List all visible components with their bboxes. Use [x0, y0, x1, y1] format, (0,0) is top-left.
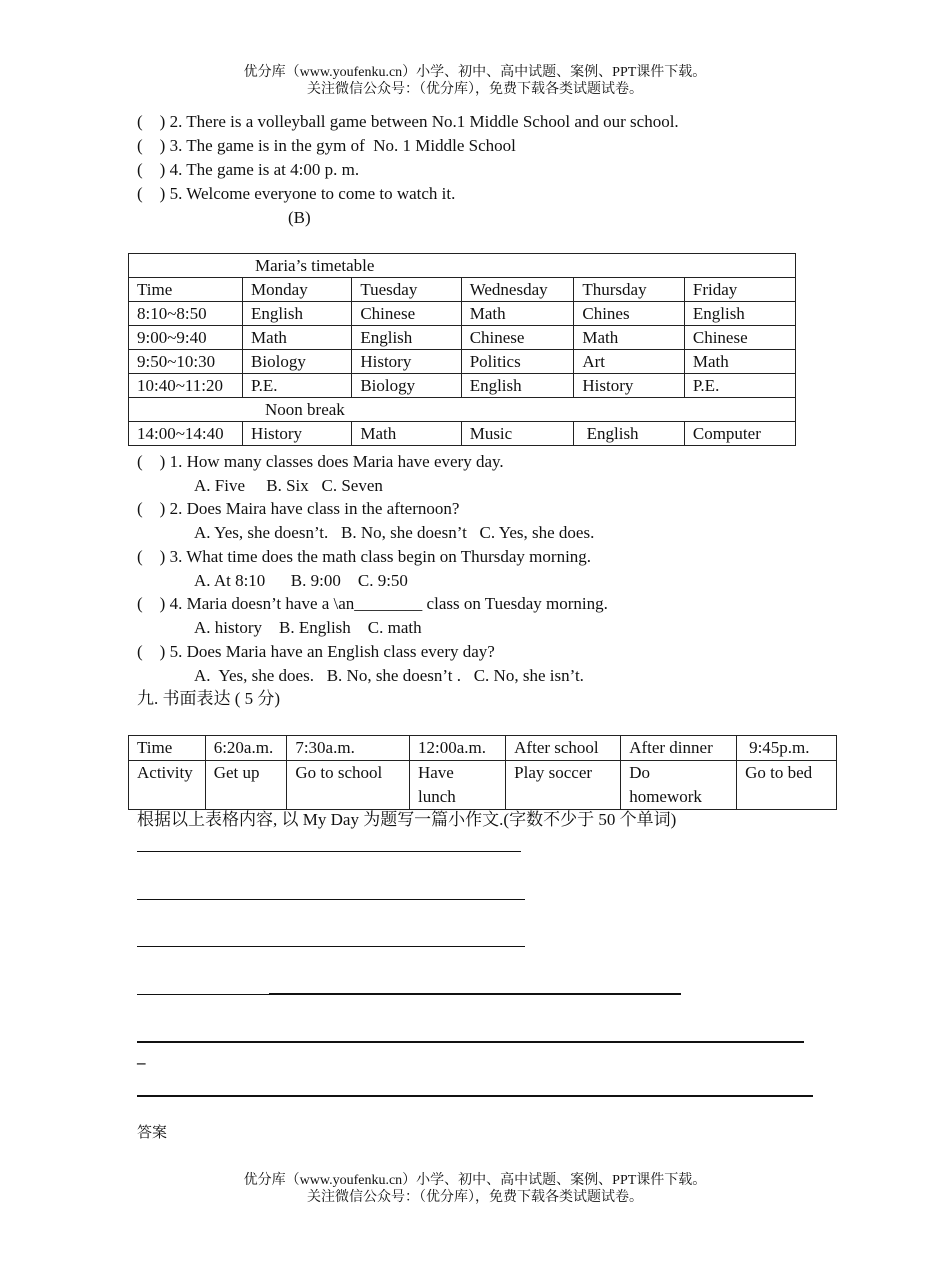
writing-line — [137, 946, 525, 947]
table-cell: Chines — [574, 302, 685, 326]
table-cell: Computer — [684, 422, 795, 446]
table-cell: 7:30a.m. — [287, 736, 410, 761]
table-cell: Activity — [129, 761, 206, 810]
table-cell: 9:00~9:40 — [129, 326, 243, 350]
table-cell: Math — [352, 422, 461, 446]
options-b2: A. Yes, she doesn’t. B. No, she doesn’t C. Yes, she does. — [194, 523, 595, 542]
options-b3: A. At 8:10 B. 9:00 C. 9:50 — [194, 571, 408, 590]
table-cell: 12:00a.m. — [409, 736, 505, 761]
table-cell: English — [243, 302, 352, 326]
table-cell: 8:10~8:50 — [129, 302, 243, 326]
header-cell: Time — [129, 278, 243, 302]
table-cell: Biology — [243, 350, 352, 374]
noon-break: Noon break — [129, 398, 796, 422]
timetable-header-row — [129, 278, 796, 302]
options-b5: A. Yes, she does. B. No, she doesn’t . C. No, she isn’t. — [194, 666, 584, 685]
table-cell: Music — [461, 422, 574, 446]
header-cell: Thursday — [574, 278, 685, 302]
table-cell: 9:45p.m. — [737, 736, 837, 761]
table-cell: Math — [461, 302, 574, 326]
question-b4: ( ) 4. Maria doesn’t have a \an________ class on Tuesday morning. — [137, 594, 608, 613]
options-b1: A. Five B. Six C. Seven — [194, 476, 383, 495]
table-row — [129, 350, 796, 374]
question-a4: ( ) 4. The game is at 4:00 p. m. — [137, 160, 360, 179]
table-cell: English — [461, 374, 574, 398]
question-b2: ( ) 2. Does Maira have class in the afternoon? — [137, 499, 460, 518]
cell-line: lunch — [417, 787, 456, 806]
header-cell: Monday — [243, 278, 352, 302]
options-b4: A. history B. English C. math — [194, 618, 422, 637]
table-cell — [621, 761, 737, 810]
table-cell: Go to school — [287, 761, 410, 810]
table-row — [129, 326, 796, 350]
writing-dash: – — [137, 1053, 146, 1072]
writing-line — [137, 899, 525, 900]
table-cell: Art — [574, 350, 685, 374]
header-line-2: 关注微信公众号：（优分库），免费下载各类试题试卷。 — [307, 82, 643, 97]
table-row — [129, 422, 796, 446]
header-cell: Friday — [684, 278, 795, 302]
table-row — [129, 374, 796, 398]
page-footer — [0, 1172, 950, 1206]
page-header — [0, 64, 950, 98]
table-cell: Biology — [352, 374, 461, 398]
timetable — [128, 253, 796, 446]
footer-line-2: 关注微信公众号：（优分库），免费下载各类试题试卷。 — [307, 1190, 643, 1205]
timetable-title-row — [129, 254, 796, 278]
table-cell: Math — [243, 326, 352, 350]
table-cell — [409, 761, 505, 810]
question-a2: ( ) 2. There is a volleyball game between No.1 Middle School and our school. — [137, 112, 679, 131]
header-cell: Tuesday — [352, 278, 461, 302]
question-a5: ( ) 5. Welcome everyone to come to watch it. — [137, 184, 456, 203]
table-cell: 10:40~11:20 — [129, 374, 243, 398]
table-cell: 9:50~10:30 — [129, 350, 243, 374]
section-b-label: (B) — [288, 208, 311, 227]
footer-line-1: 优分库（www.youfenku.cn）小学、初中、高中试题、案例、PPT课件下载。 — [243, 1173, 707, 1188]
writing-line — [269, 993, 681, 995]
table-cell: History — [352, 350, 461, 374]
table-cell: English — [574, 422, 685, 446]
table-cell: After dinner — [621, 736, 737, 761]
writing-instruction: 根据以上表格内容, 以 My Day 为题写一篇小作文.(字数不少于 50 个单词) — [137, 810, 677, 829]
answer-label: 答案 — [137, 1125, 168, 1141]
writing-line — [137, 851, 521, 852]
cell-line: homework — [629, 787, 702, 806]
table-cell: P.E. — [684, 374, 795, 398]
table-cell: 14:00~14:40 — [129, 422, 243, 446]
noon-break-row — [129, 398, 796, 422]
table-row — [129, 302, 796, 326]
table-cell: Chinese — [684, 326, 795, 350]
table-cell: Math — [574, 326, 685, 350]
table-cell: History — [574, 374, 685, 398]
table-cell: Chinese — [352, 302, 461, 326]
question-b5: ( ) 5. Does Maria have an English class every day? — [137, 642, 495, 661]
table-cell: Get up — [205, 761, 287, 810]
table-cell: 6:20a.m. — [205, 736, 287, 761]
table-cell: After school — [506, 736, 621, 761]
cell-line: Do — [629, 763, 650, 782]
table-cell: Play soccer — [506, 761, 621, 810]
table-cell: Go to bed — [737, 761, 837, 810]
timetable-title: Maria’s timetable — [129, 254, 796, 278]
table-row — [129, 761, 837, 810]
table-cell: Math — [684, 350, 795, 374]
writing-line — [137, 994, 269, 995]
table-row — [129, 736, 837, 761]
table-cell: Politics — [461, 350, 574, 374]
question-b3: ( ) 3. What time does the math class begin on Thursday morning. — [137, 547, 592, 566]
writing-line — [137, 1041, 804, 1043]
daily-schedule-table — [128, 735, 837, 810]
writing-line — [137, 1095, 813, 1097]
table-cell: Time — [129, 736, 206, 761]
writing-heading: 九. 书面表达 ( 5 分) — [137, 689, 281, 708]
table-cell: English — [352, 326, 461, 350]
table-cell: Chinese — [461, 326, 574, 350]
table-cell: English — [684, 302, 795, 326]
cell-line: Have — [417, 763, 454, 782]
header-line-1: 优分库（www.youfenku.cn）小学、初中、高中试题、案例、PPT课件下载。 — [243, 65, 707, 80]
header-cell: Wednesday — [461, 278, 574, 302]
question-a3: ( ) 3. The game is in the gym of No. 1 Middle School — [137, 136, 516, 155]
table-cell: History — [243, 422, 352, 446]
question-b1: ( ) 1. How many classes does Maria have every day. — [137, 452, 504, 471]
table-cell: P.E. — [243, 374, 352, 398]
